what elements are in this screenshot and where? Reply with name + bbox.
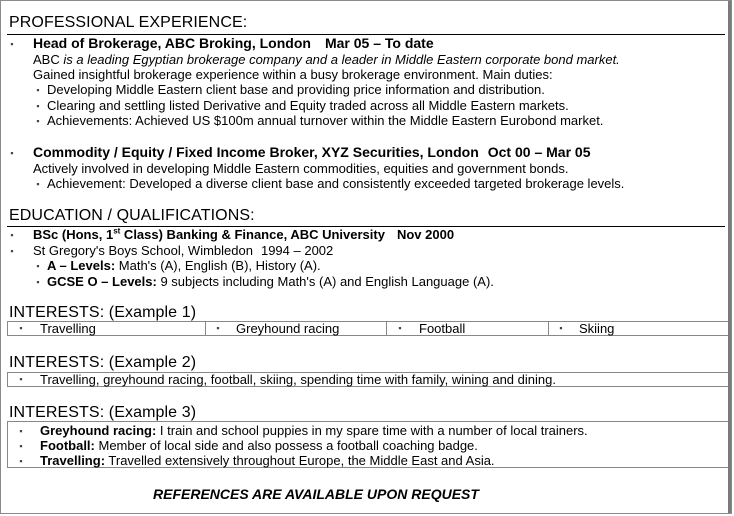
job1-duty: Achievements: Achieved US $100m annual turnover within the Middle Eastern Eurobond market.	[47, 113, 604, 128]
bullet-icon: ▪	[10, 148, 14, 158]
alevels-text: Math's (A), English (B), History (A).	[115, 258, 321, 273]
interest-item: Travelling	[40, 321, 96, 336]
job2-line1: Actively involved in developing Middle Eastern commodities, equities and government bonds.	[33, 161, 569, 176]
bullet-icon: ▪	[10, 246, 14, 256]
table-divider	[205, 322, 206, 335]
bullet-icon: ▪	[10, 230, 14, 240]
school-name: St Gregory's Boys School, Wimbledon	[33, 243, 253, 258]
bullet-icon: ▪	[36, 277, 40, 287]
education-gcse	[47, 274, 494, 289]
bullet-icon: ▪	[36, 85, 40, 95]
gcse-label: GCSE O – Levels:	[47, 274, 157, 289]
degree-date: Nov 2000	[396, 227, 455, 242]
bullet-icon: ▪	[559, 323, 563, 333]
interests1-table	[7, 321, 729, 336]
education-alevels	[47, 258, 321, 273]
table-divider	[548, 322, 549, 335]
job1-duty: Clearing and settling listed Derivative and Equity traded across all Middle Eastern markets.	[47, 98, 569, 113]
degree-superscript: st	[113, 226, 121, 236]
bullet-icon: ▪	[19, 441, 23, 451]
degree-text: BSc (Hons, 1	[33, 227, 114, 242]
interests3-table	[7, 421, 729, 468]
job1-title	[33, 35, 434, 51]
job1-date: Mar 05 – To date	[324, 35, 434, 51]
bullet-icon: ▪	[19, 426, 23, 436]
interest-label: Travelling:	[40, 453, 106, 468]
table-divider	[386, 322, 387, 335]
alevels-label: A – Levels:	[47, 258, 116, 273]
interest-label: Greyhound racing:	[40, 423, 157, 438]
interests2-heading: INTERESTS: (Example 2)	[9, 354, 197, 371]
interest-row	[40, 438, 478, 453]
bullet-icon: ▪	[36, 179, 40, 189]
interests2-table	[7, 372, 729, 387]
bullet-icon: ▪	[398, 323, 402, 333]
job2-title-text: Commodity / Equity / Fixed Income Broker, XYZ Securities, London	[33, 144, 479, 160]
bullet-icon: ▪	[19, 323, 23, 333]
job1-company: ABC	[33, 52, 60, 67]
degree-text-rest: Class) Banking & Finance, ABC University	[120, 227, 385, 242]
interests1-heading: INTERESTS: (Example 1)	[9, 304, 197, 321]
school-date: 1994 – 2002	[260, 243, 334, 258]
experience-heading: PROFESSIONAL EXPERIENCE:	[9, 14, 248, 31]
bullet-icon: ▪	[36, 261, 40, 271]
interest-text: I train and school puppies in my spare time with a number of local trainers.	[156, 423, 588, 438]
education-degree	[33, 227, 454, 242]
interest-text: Travelled extensively throughout Europe, the Middle East and Asia.	[105, 453, 495, 468]
job1-description: is a leading Egyptian brokerage company and a leader in Middle Eastern corporate bond market.	[59, 52, 620, 67]
interest-item: Greyhound racing	[236, 321, 340, 336]
bullet-icon: ▪	[36, 101, 40, 111]
bullet-icon: ▪	[36, 116, 40, 126]
references-note: REFERENCES ARE AVAILABLE UPON REQUEST	[153, 486, 479, 502]
interests3-heading: INTERESTS: (Example 3)	[9, 404, 197, 421]
job1-line1	[33, 52, 620, 67]
interest-item: Skiing	[579, 321, 615, 336]
interest-text: Member of local side and also possess a football coaching badge.	[94, 438, 478, 453]
job2-achievement: Achievement: Developed a diverse client base and consistently exceeded targeted brokerage levels.	[47, 176, 625, 191]
job2-title	[33, 144, 590, 160]
bullet-icon: ▪	[19, 374, 23, 384]
education-heading: EDUCATION / QUALIFICATIONS:	[9, 207, 255, 224]
job1-title-text: Head of Brokerage, ABC Broking, London	[33, 35, 311, 51]
bullet-icon: ▪	[19, 456, 23, 466]
bullet-icon: ▪	[10, 39, 14, 49]
job2-date: Oct 00 – Mar 05	[487, 144, 591, 160]
bullet-icon: ▪	[216, 323, 220, 333]
gcse-text: 9 subjects including Math's (A) and English Language (A).	[156, 274, 494, 289]
interest-row	[40, 423, 588, 438]
job1-line2: Gained insightful brokerage experience within a busy brokerage environment. Main duties:	[33, 67, 553, 82]
interest-item: Football	[419, 321, 466, 336]
interest-row	[40, 453, 495, 468]
job1-duty: Developing Middle Eastern client base and providing price information and distribution.	[47, 82, 545, 97]
interests2-text: Travelling, greyhound racing, football, skiing, spending time with family, wining and dining.	[40, 372, 556, 387]
interest-label: Football:	[40, 438, 95, 453]
education-school	[33, 243, 333, 258]
